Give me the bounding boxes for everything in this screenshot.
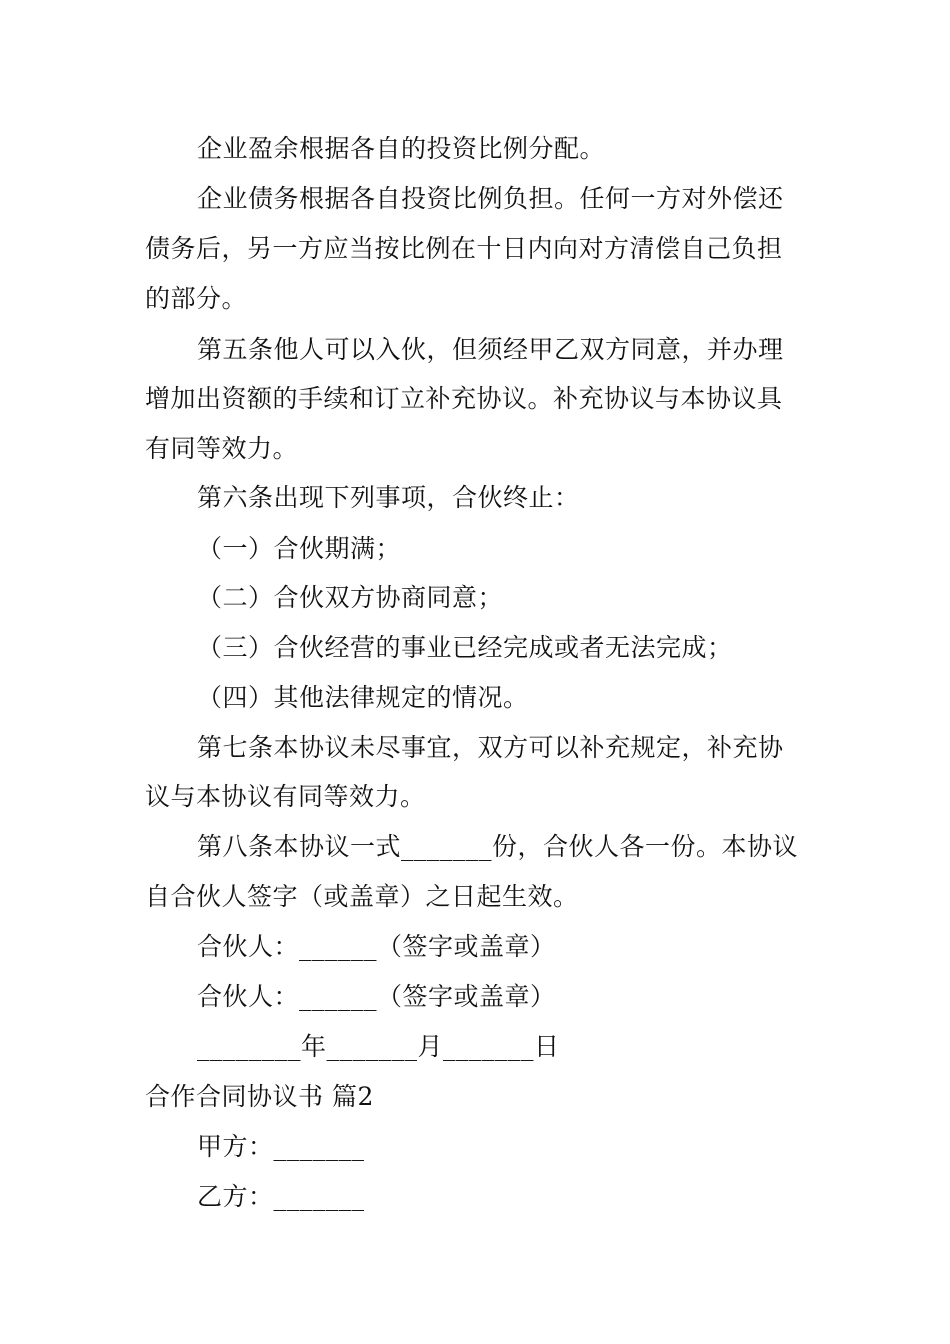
- partner-signature-1: 合伙人：______（签字或盖章）: [197, 932, 556, 961]
- party-b-field: 乙方：_______: [197, 1182, 365, 1211]
- date-line: ________年_______月_______日: [197, 1032, 560, 1061]
- paragraph-debt-line-1: 企业债务根据各自投资比例负担。任何一方对外偿还: [197, 184, 784, 213]
- article-5-line-3: 有同等效力。: [145, 434, 299, 463]
- article-6-item-1: （一）合伙期满；: [197, 534, 402, 563]
- article-5-line-2: 增加出资额的手续和订立补充协议。补充协议与本协议具: [145, 384, 783, 413]
- party-a-field: 甲方：_______: [197, 1132, 365, 1161]
- article-7-line-1: 第七条本协议未尽事宜，双方可以补充规定，补充协: [197, 733, 784, 762]
- article-8-line-1: 第八条本协议一式_______份，合伙人各一份。本协议: [197, 832, 799, 861]
- article-6-item-4: （四）其他法律规定的情况。: [197, 683, 529, 712]
- section-title-part-2: 合作合同协议书 篇2: [145, 1082, 374, 1111]
- partner-signature-2: 合伙人：______（签字或盖章）: [197, 982, 556, 1011]
- article-5-line-1: 第五条他人可以入伙，但须经甲乙双方同意，并办理: [197, 335, 784, 364]
- article-7-line-2: 议与本协议有同等效力。: [145, 782, 426, 811]
- article-6-heading: 第六条出现下列事项，合伙终止：: [197, 483, 580, 512]
- paragraph-debt-line-2: 债务后，另一方应当按比例在十日内向对方清偿自己负担: [145, 234, 783, 263]
- article-6-item-2: （二）合伙双方协商同意；: [197, 583, 504, 612]
- paragraph-debt-line-3: 的部分。: [145, 284, 248, 313]
- article-8-line-2: 自合伙人签字（或盖章）之日起生效。: [145, 882, 579, 911]
- article-6-item-3: （三）合伙经营的事业已经完成或者无法完成；: [197, 633, 733, 662]
- paragraph-profit-distribution: 企业盈余根据各自的投资比例分配。: [197, 134, 606, 163]
